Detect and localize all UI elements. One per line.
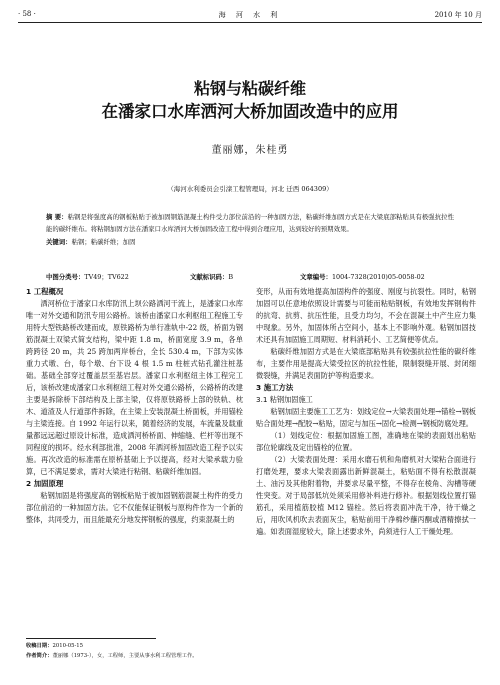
- doc-code-label: 文献标识码：: [190, 273, 229, 281]
- paragraph: 粘钢加固是将强度高的钢板粘贴于被加固钢筋混凝土构件的受力部位前沿的一种加固方法。它不仅能保证钢板与原构件作为一个新的整体，共同受力，而且能最充分地发挥钢板的强度，约束混凝土的: [26, 491, 243, 524]
- footnote-rule: [26, 638, 156, 639]
- abstract-block: [46, 211, 454, 248]
- page-number: · 58 ·: [18, 10, 36, 18]
- section-heading-2: 2 加固原理: [26, 479, 64, 488]
- running-header: [18, 8, 482, 22]
- right-column: [256, 286, 476, 538]
- paragraph: （1）划线定位：根据加固施工图，准确地在梁的表面划出粘贴部位轮廓线及定出锚栓的位置。: [256, 431, 476, 452]
- paragraph: 变形，从而有效地提高加固构件的强度、刚度与抗裂性。同时，粘钢加固可以任意地依照设计需要与可能而粘贴钢板，有效地发挥钢构件的抗弯、抗剪、抗压性能，且受力均匀，不会在混凝土中产生应力集中现象。另外，加固体所占空间小，基本上不影响外观。粘钢加固技术还具有加固施工周期短、材料消耗小、工艺简便等优点。: [256, 287, 476, 344]
- document-code: [190, 272, 233, 281]
- article-no-value: 1004-7328(2010)05-0058-02: [331, 273, 425, 281]
- received-label: 收稿日期：: [26, 643, 53, 649]
- paragraph: （2）大梁表面处理：采用水磨石机和角磨机对大梁粘合面进行打磨处理，要求大梁表面露出新鲜混凝土，粘贴面不得有松散混凝土、油污及其他附着物，并要求尽量平整，不得存在棱角、沟槽等硬性突变。对于局部低坑处须采用修补料进行修补。根据划线位置打锚筋孔，采用植筋胶植 M12 锚栓。然后将表面冲洗干净，待干燥之后，用吹风机吹去表面灰尘，粘贴前用干净棉纱蘸丙酮或酒精擦拭一遍。如表面湿度较大，除上述要求外，尚须进行人工干燥处理。: [256, 455, 476, 536]
- paragraph: 粘钢加固主要施工工艺为：划线定位→大梁表面处理→锚栓→钢板贴合面处理→配胶→粘贴，固定与加压→固化→检测→钢板防腐处理。: [256, 407, 476, 428]
- article-number: [300, 272, 425, 281]
- author-bio: [26, 652, 246, 661]
- journal-name: 海 河 水 利: [218, 11, 282, 19]
- received-date: [26, 642, 246, 651]
- section-heading-1: 1 工程概况: [26, 287, 64, 296]
- abstract-label: 摘 要：: [46, 213, 68, 221]
- subsection-heading-3-1: 3.1 粘钢加固施工: [256, 395, 313, 404]
- header-rule: [18, 22, 482, 23]
- paragraph: 洒河桥位于潘家口水库防汛上坝公路洒河干流上，是潘家口水库唯一对外交通和防汛专用公路桥。该桥由潘家口水利枢纽工程施工专用特大型铁路桥改建而成，原铁路桥为单行准轨中-22 级，桥面为钢筋混凝土双梁式简支结构，梁中距 1.8 m，桥面宽度 3.9 m，各单跨跨径 20 m，共 25 跨加两岸桥台，全长 530.4 m，下部为实体重力式墩、台，每个墩、台下设 4 根 1.5 m 柱桩式钻孔灌注桩基础。基础全部穿过覆盖层至基岩层。潘家口水利枢纽主体工程完工后，该桥改建成潘家口水利枢纽工程对外交通公路桥，公路桥的改建主要是拆除桥下部结构及上部主梁，仅将原铁路桥上部的铁轨、枕木、道渣及人行道部件拆除，在主梁上安装混凝土桥面板，并用锚栓与主梁连接。自 1992 年运行以来，随着经济的发展，车流量及载重量都远远超过原设计标准，造成洒河桥桥面、伸缩缝、栏杆等出现不同程度的损坏。经水利部批准，2008 年洒河桥加固改造工程予以实施。再次改造的标准需在原桥基础上予以提高，经对大梁承载力验算，已不满足要求，需对大梁进行粘钢、粘碳纤维加固。: [26, 299, 243, 476]
- abstract-text: 粘钢是将强度高的钢板粘贴于被加固钢筋混凝土构件受力部位前沿的一种加固方法，粘碳纤维加固方式是在大梁底部粘贴具有极强抗拉性能的碳纤维布。将粘钢加固方法在潘家口水库洒河大桥加固改造工程中得到合理应用，达到较好的预期效果。: [46, 213, 454, 234]
- author-bio-text: 董丽娜（1973-），女，工程师，主要从事水利工程管理工作。: [52, 653, 198, 659]
- received-value: 2010-05-15: [52, 643, 84, 649]
- keywords-text: 粘钢；粘碳纤维；加固: [71, 237, 136, 246]
- classification-value: TV49；TV622: [84, 273, 129, 281]
- title-line-1: 粘钢与粘碳纤维: [193, 79, 306, 98]
- paragraph: 粘碳纤维加固方式是在大梁底部粘贴具有较强抗拉性能的碳纤维布，主要作用是提高大梁受拉区的抗拉性能，限制裂缝开展、封闭细微裂缝，并满足表面防护等构造要求。: [256, 347, 476, 380]
- article-no-label: 文章编号：: [300, 273, 332, 281]
- title-line-2: 在潘家口水库洒河大桥加固改造中的应用: [101, 102, 399, 121]
- keywords-label: 关键词：: [46, 237, 72, 246]
- authors: 董丽娜，朱桂勇: [211, 145, 289, 156]
- classification: [46, 272, 129, 281]
- section-heading-3: 3 施工方法: [256, 383, 294, 392]
- issue-date: 2010 年 10 月: [434, 11, 482, 19]
- left-column: [26, 286, 243, 526]
- author-bio-label: 作者简介：: [26, 653, 53, 659]
- classification-label: 中图分类号：: [46, 273, 85, 281]
- doc-code-value: B: [228, 273, 234, 281]
- affiliation: （海河水利委员会引滦工程管理局，河北 迁西 064309）: [167, 185, 333, 193]
